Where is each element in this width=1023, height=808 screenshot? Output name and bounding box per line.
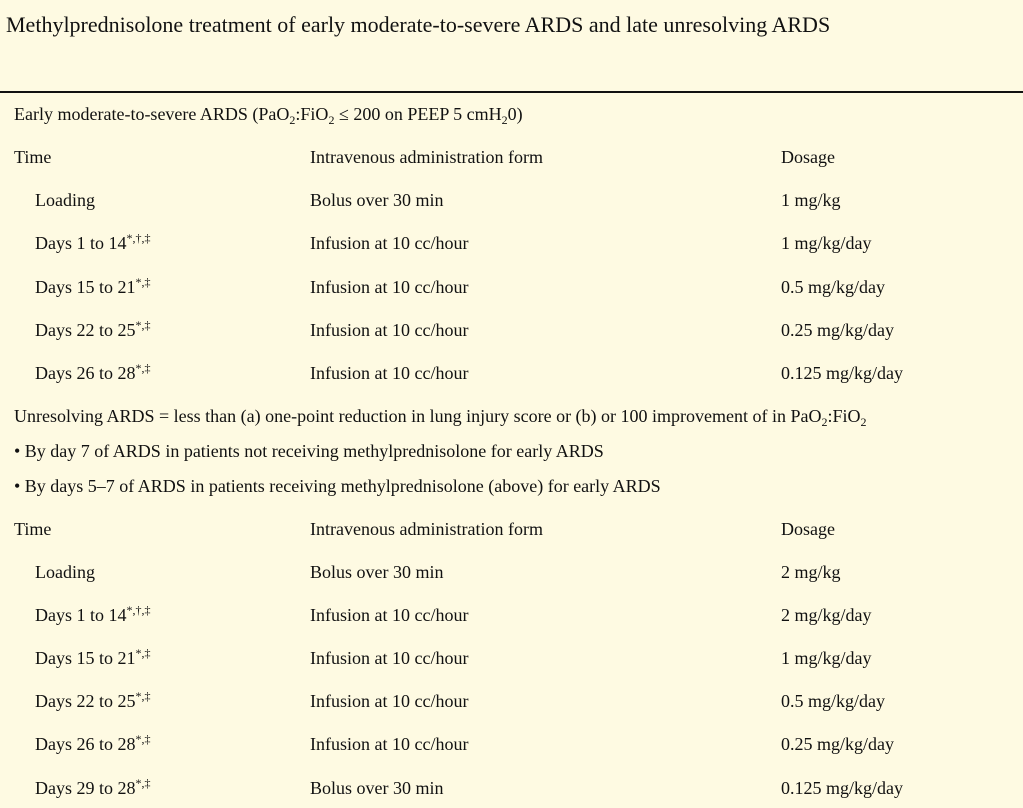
early-row-time: Days 1 to 14*,†,‡ xyxy=(35,231,151,253)
early-col-time-header: Time xyxy=(14,147,52,167)
early-row-time: Days 15 to 21*,‡ xyxy=(35,275,151,297)
header-rule xyxy=(0,91,1023,93)
unresolving-row-dosage: 2 mg/kg/day xyxy=(781,605,872,625)
early-row-dosage: 1 mg/kg xyxy=(781,190,841,210)
unresolving-row-dosage: 0.5 mg/kg/day xyxy=(781,691,885,711)
early-col-dosage-header: Dosage xyxy=(781,147,835,167)
unresolving-row-time: Days 26 to 28*,‡ xyxy=(35,732,151,754)
unresolving-definition: Unresolving ARDS = less than (a) one-point reduction in lung injury score or (b) or 100 improvement of in PaO$_2$:FiO$_2$ xyxy=(14,406,867,429)
unresolving-row-form: Infusion at 10 cc/hour xyxy=(310,734,469,754)
unresolving-col-time-header: Time xyxy=(14,519,52,539)
unresolving-row-form: Infusion at 10 cc/hour xyxy=(310,605,469,625)
unresolving-row-dosage: 0.125 mg/kg/day xyxy=(781,778,903,798)
unresolving-row-dosage: 1 mg/kg/day xyxy=(781,648,872,668)
early-row-dosage: 0.125 mg/kg/day xyxy=(781,363,903,383)
early-row-dosage: 1 mg/kg/day xyxy=(781,233,872,253)
early-row-time: Loading xyxy=(35,190,95,210)
unresolving-row-time: Days 22 to 25*,‡ xyxy=(35,689,151,711)
unresolving-row-dosage: 0.25 mg/kg/day xyxy=(781,734,894,754)
unresolving-col-dosage-header: Dosage xyxy=(781,519,835,539)
unresolving-row-form: Bolus over 30 min xyxy=(310,778,444,798)
early-row-dosage: 0.5 mg/kg/day xyxy=(781,277,885,297)
early-row-form: Infusion at 10 cc/hour xyxy=(310,233,469,253)
unresolving-criterion-bullet: • By days 5–7 of ARDS in patients receiving methylprednisolone (above) for early ARDS xyxy=(14,476,661,496)
unresolving-row-time: Days 15 to 21*,‡ xyxy=(35,646,151,668)
early-row-form: Bolus over 30 min xyxy=(310,190,444,210)
unresolving-row-form: Infusion at 10 cc/hour xyxy=(310,691,469,711)
unresolving-criterion-bullet: • By day 7 of ARDS in patients not receiving methylprednisolone for early ARDS xyxy=(14,441,604,461)
early-row-time: Days 26 to 28*,‡ xyxy=(35,361,151,383)
unresolving-row-time: Days 1 to 14*,†,‡ xyxy=(35,603,151,625)
early-row-form: Infusion at 10 cc/hour xyxy=(310,363,469,383)
early-row-dosage: 0.25 mg/kg/day xyxy=(781,320,894,340)
unresolving-row-time: Loading xyxy=(35,562,95,582)
unresolving-row-dosage: 2 mg/kg xyxy=(781,562,841,582)
early-row-form: Infusion at 10 cc/hour xyxy=(310,320,469,340)
unresolving-row-time: Days 29 to 28*,‡ xyxy=(35,776,151,798)
unresolving-col-form-header: Intravenous administration form xyxy=(310,519,543,539)
unresolving-row-form: Infusion at 10 cc/hour xyxy=(310,648,469,668)
early-row-time: Days 22 to 25*,‡ xyxy=(35,318,151,340)
early-col-form-header: Intravenous administration form xyxy=(310,147,543,167)
unresolving-row-form: Bolus over 30 min xyxy=(310,562,444,582)
early-section-heading: Early moderate-to-severe ARDS (PaO$_2$:FiO$_2$ ≤ 200 on PEEP 5 cmH$_2$0) xyxy=(14,104,523,127)
early-row-form: Infusion at 10 cc/hour xyxy=(310,277,469,297)
table-title: Methylprednisolone treatment of early moderate-to-severe ARDS and late unresolving ARDS xyxy=(6,12,831,37)
